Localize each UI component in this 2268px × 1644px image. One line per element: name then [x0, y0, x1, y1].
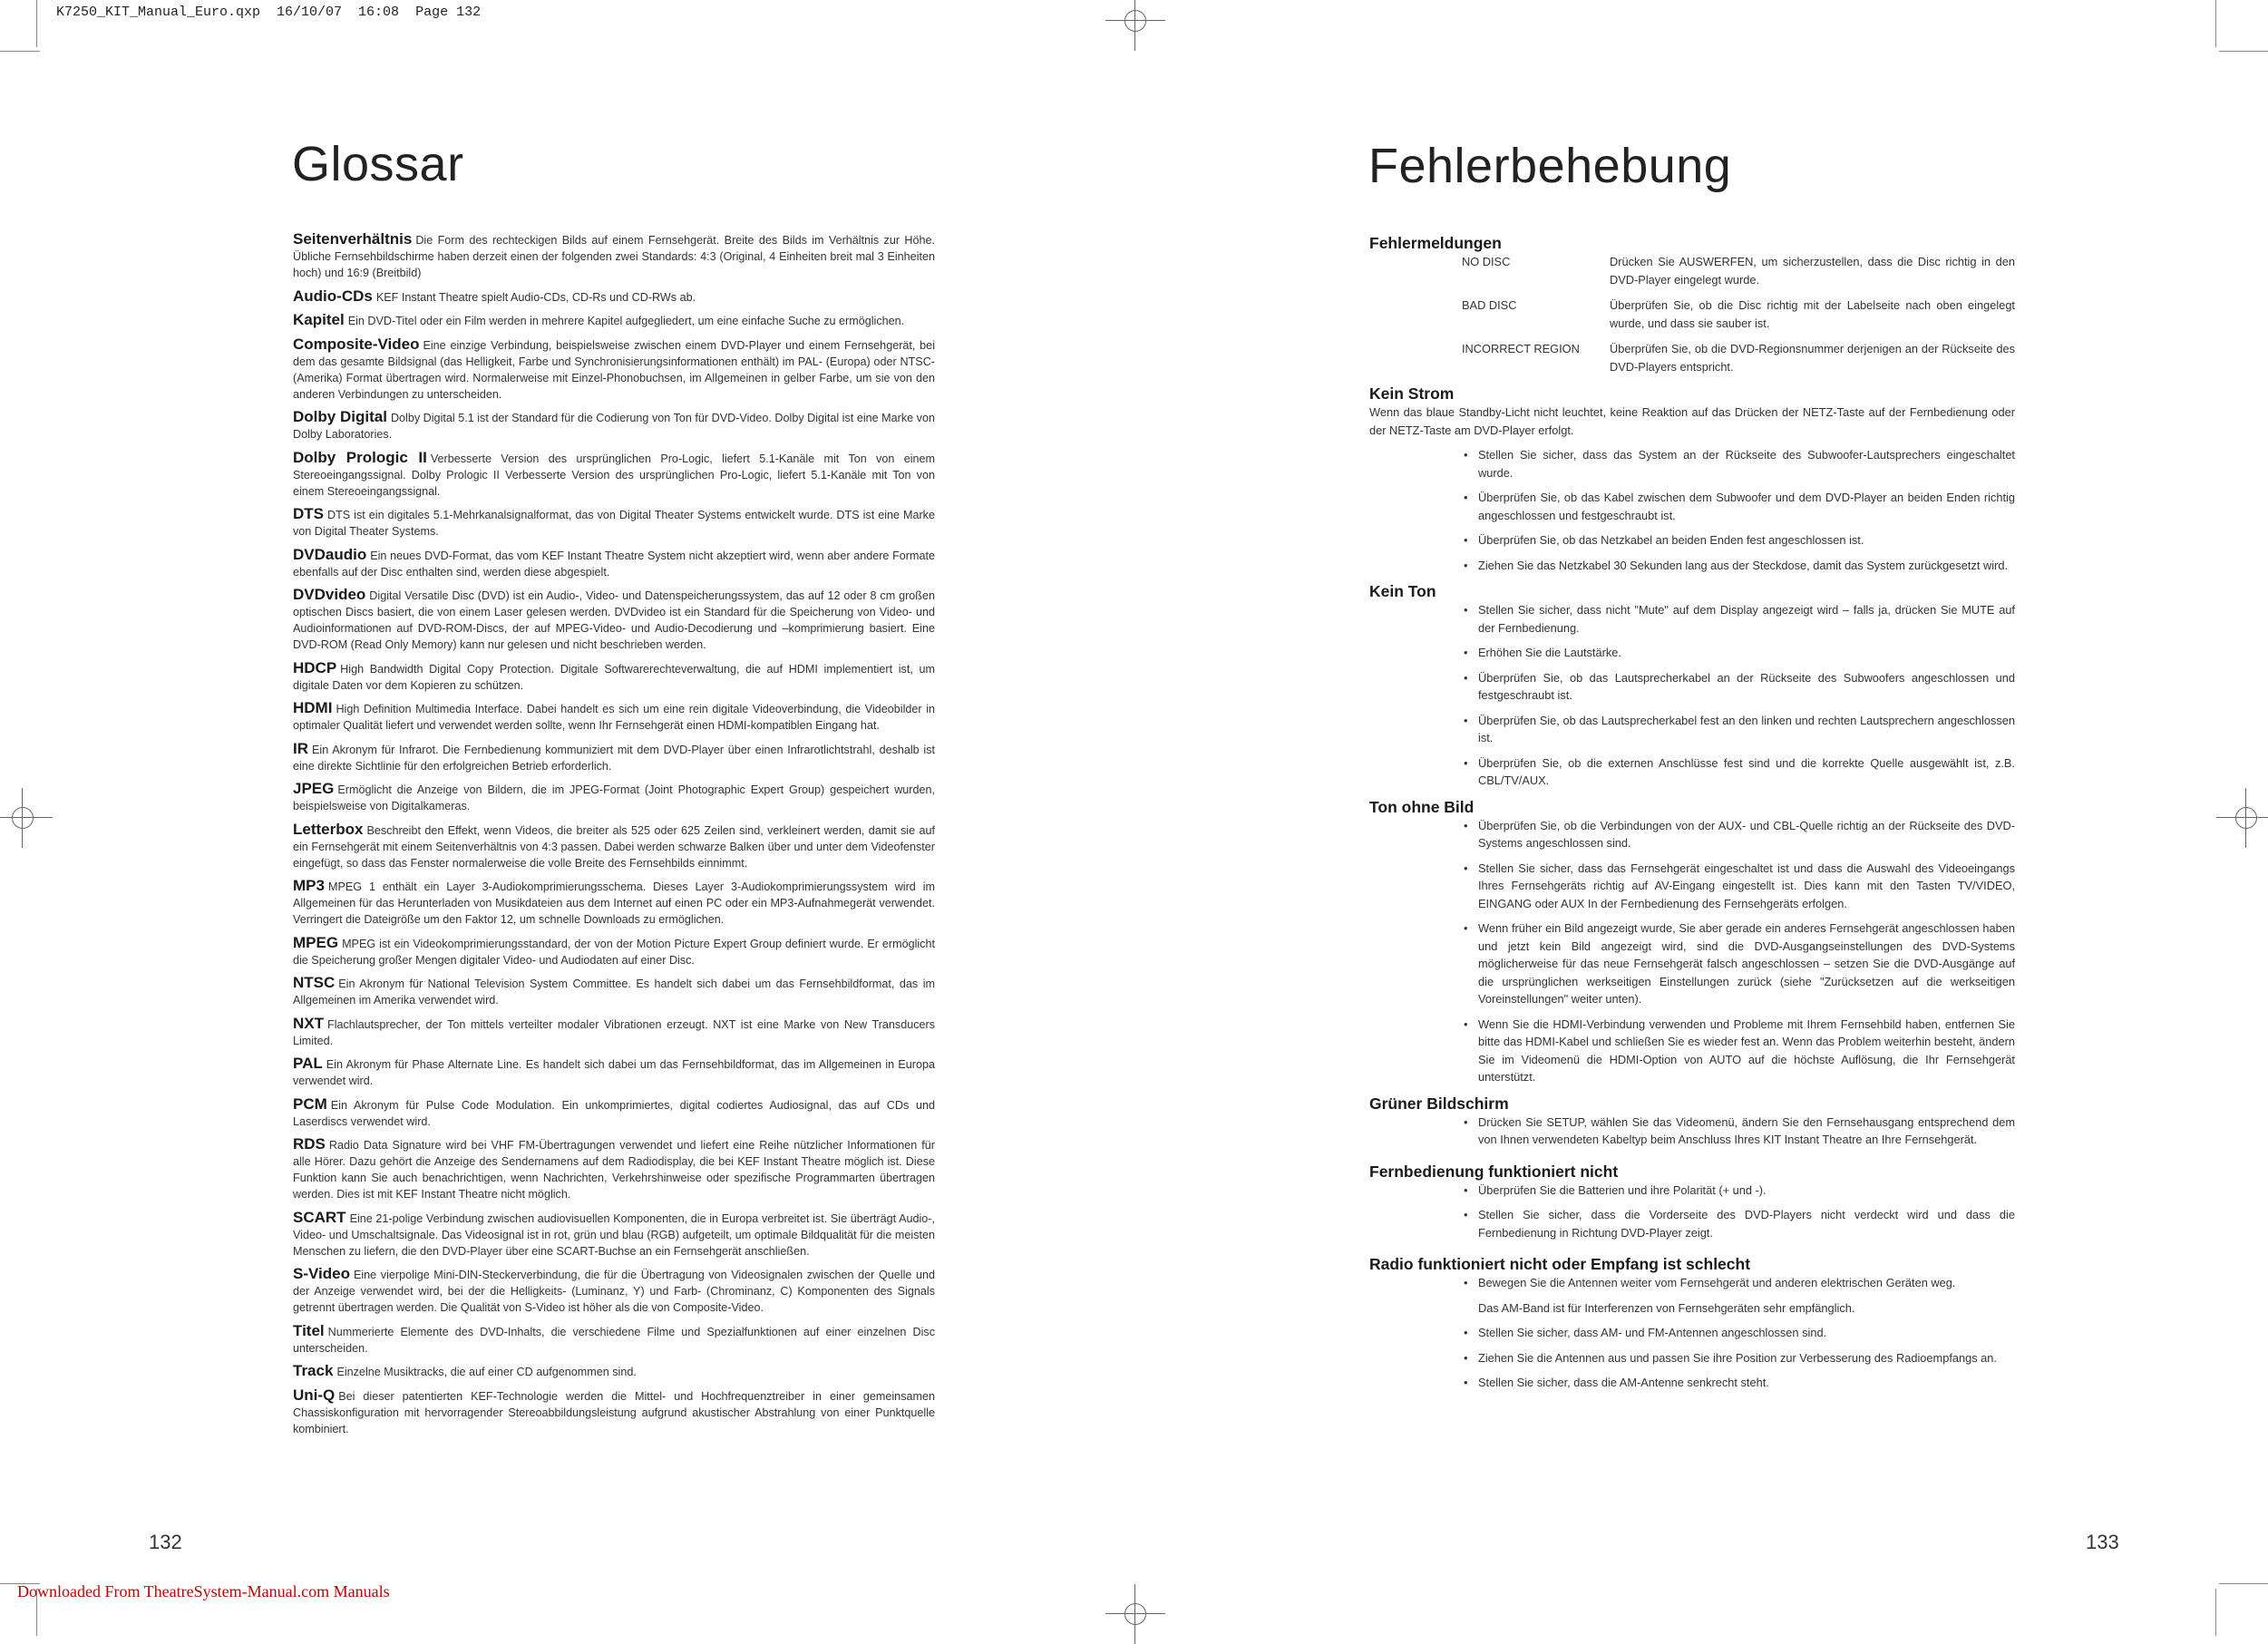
glossary-entry: [293, 288, 935, 306]
glossary-entry: [293, 1323, 935, 1357]
glossary-definition: Radio Data Signature wird bei VHF FM-Übertragungen verwendet und liefert eine Reihe nützlicher Informationen für alle Hörer. Dazu gehört die Anzeige des Sendernamens auf dem Radiodisplay, die bei KEF Instant Theatre möglich ist. Diese Funktion kann Sie auch benachrichtigen, wenn Nachrichten, Verkehrshinweise oder spezifische Programmarten übertragen werden. Dies ist mit KEF Instant Theatre nicht möglich.: [293, 1139, 935, 1201]
error-description: Überprüfen Sie, ob die DVD-Regionsnummer derjenigen an der Rückseite des DVD-Players entspricht.: [1610, 342, 2015, 374]
bullet-item: [1462, 446, 2015, 482]
bullet-marker: •: [1464, 533, 1468, 547]
glossary-definition: DTS ist ein digitales 5.1-Mehrkanalsignalformat, das von Digital Theater Systems entwickelt wurde. DTS ist eine Marke von Digital Theater Systems.: [293, 509, 935, 538]
glossary-definition: Ein Akronym für Pulse Code Modulation. Ein unkomprimiertes, digital codiertes Audiosignal, das auf CDs und Laserdiscs verwendet wird.: [293, 1098, 935, 1128]
glossary-entry: [293, 935, 935, 968]
bullet-text: Stellen Sie sicher, dass die AM-Antenne senkrecht steht.: [1478, 1376, 1769, 1389]
glossary-definition: Einzelne Musiktracks, die auf einer CD aufgenommen sind.: [336, 1366, 637, 1378]
bullet-text: Überprüfen Sie, ob die Verbindungen von der AUX- und CBL-Quelle richtig an der Rückseite des DVD-Systems angeschlossen sind.: [1478, 818, 2015, 850]
glossary-term: MP3: [293, 877, 325, 894]
glossary-entry: [293, 506, 935, 540]
bullet-marker: •: [1464, 558, 1468, 572]
bullet-text: Stellen Sie sicher, dass AM- und FM-Antennen angeschlossen sind.: [1478, 1326, 1827, 1339]
glossary-entry: [293, 975, 935, 1008]
glossary-entry: [293, 1136, 935, 1202]
section-heading: Radio funktioniert nicht oder Empfang ist schlecht: [1369, 1255, 1751, 1273]
crop-mark: [2215, 0, 2216, 47]
error-row: [1369, 253, 2015, 288]
glossary-term: SCART: [293, 1208, 346, 1226]
glossary-term: PAL: [293, 1055, 323, 1072]
glossary-term: MPEG: [293, 933, 339, 951]
glossary-entry: [293, 1363, 935, 1380]
troubleshooting-title: Fehlerbehebung: [1368, 139, 1732, 193]
bullet-list: [1369, 446, 2015, 574]
glossary-entry: [293, 660, 935, 694]
error-table: [1369, 253, 2015, 375]
bullet-text: Stellen Sie sicher, dass das Fernsehgerät eingeschaltet ist und dass die Auswahl des Videoeingangs Ihres Fernsehgeräts richtig auf AV-Eingang eingestellt ist. Dies kann mit den Tasten TV/VIDEO, EINGANG oder AUX In der Fernbedienung des Fernsehgeräts erfolgen.: [1478, 861, 2015, 910]
bullet-item: [1462, 860, 2015, 913]
glossary-definition: Verbesserte Version des ursprünglichen Pro-Logic, liefert 5.1-Kanäle mit Ton von einem Stereoeingangssignal. Dolby Prologic II Verbesserte Version des ursprünglichen Pro-Logic, liefert 5.1-Kanäle mit Ton von einem Stereoeingangssignal.: [293, 452, 935, 498]
glossary-definition: Ein DVD-Titel oder ein Film werden in mehrere Kapitel aufgegliedert, um eine einfache Suche zu ermöglichen.: [347, 315, 905, 327]
glossary-term: NTSC: [293, 974, 336, 991]
glossary-definition: Die Form des rechteckigen Bilds auf einem Fernsehgerät. Breite des Bilds im Verhältnis zur Höhe. Übliche Fernsehbildschirme haben derzeit einen der folgenden zwei Standards: 4:3 (Original, 4 Einheiten breit mal 3 Einheiten hoch) und 16:9 (Breitbild): [293, 234, 935, 279]
glossary-definition: Digital Versatile Disc (DVD) ist ein Audio-, Video- und Datenspeicherungssystem, das auf 12 oder 8 cm großen optischen Discs basiert, die von einem Laser gelesen werden. DVDvideo ist ein Standard für die Speicherung von Video- und Audioinformationen auf DVD-ROM-Discs, der auf MPEG-Video- und Audio-Decodierung und –komprimierung basiert. Eine DVD-ROM (Read Only Memory) kann nur gelesen und nicht beschrieben werden.: [293, 589, 935, 651]
glossary-term: HDMI: [293, 699, 333, 716]
glossary-entry: [293, 1055, 935, 1089]
bullet-text: Wenn Sie die HDMI-Verbindung verwenden und Probleme mit Ihrem Fernsehbild haben, entfernen Sie bitte das HDMI-Kabel und schließen Sie es wieder fest an. Wenn das Problem weiterhin besteht, ändern Sie im Videomenü die HDMI-Option von AUTO auf die höchste Auflösung, die Ihr Fernsehgerät unterstützt.: [1478, 1017, 2015, 1084]
bullet-text: Stellen Sie sicher, dass nicht "Mute" auf dem Display angezeigt wird – falls ja, drücken Sie MUTE auf der Fernbedienung.: [1478, 603, 2015, 635]
bullet-item: [1462, 1274, 2015, 1292]
glossary-entry: [293, 1016, 935, 1049]
glossary-definition: Beschreibt den Effekt, wenn Videos, die breiter als 525 oder 625 Zeilen sind, verkleinert werden, damit sie auf ein Fernsehgerät mit einem Seitenverhältnis von 4:3 passen. Dabei werden schwarze Balken über und unter dem Videofenster eingefügt, so dass das Fenster normalerweise die volle Breite des Fernsehbilds einnimmt.: [293, 823, 935, 870]
glossary-entry: [293, 822, 935, 871]
glossary-definition: Eine 21-polige Verbindung zwischen audiovisuellen Komponenten, die in Europa verbreitet ist. Sie überträgt Audio-, Video- und Umschaltsignale. Das Videosignal ist in rot, grün und blau (RGB) aufgeteilt, um optimale Bildqualität für die meisten Menschen zu liefern, die den DVD-Player über eine SCART-Buchse an ein Fernsehgerät anschließen.: [293, 1211, 935, 1258]
error-code: BAD DISC: [1462, 298, 1517, 312]
section-heading: Grüner Bildschirm: [1369, 1094, 1509, 1113]
bullet-text: Ziehen Sie das Netzkabel 30 Sekunden lang aus der Steckdose, damit das System zurückgesetzt wird.: [1478, 558, 2008, 572]
bullet-marker: •: [1464, 1276, 1468, 1289]
glossary-definition: Ein Akronym für Infrarot. Die Fernbedienung kommuniziert mit dem DVD-Player über einen Infrarotlichtstrahl, deshalb ist eine direkte Sichtlinie für den erfolgreichen Betrieb erforderlich.: [293, 743, 935, 773]
bullet-marker: •: [1464, 603, 1468, 617]
crop-mark: [2219, 51, 2268, 52]
troubleshooting-section: [1369, 1162, 2015, 1242]
glossary-definition: Eine einzige Verbindung, beispielsweise zwischen einem DVD-Player und einem Fernsehgerät, bei dem das gesamte Bildsignal (das Helligkeit, Farbe und Synchronisierungsinformationen enthält) im PAL- (Europa) oder NTSC- (Amerika) Format übertragen wird. Normalerweise mit Einzel-Phonobuchsen, im Allgemeinen in gelber Farbe, um sie von den anderen Verbindungen zu unterscheiden.: [293, 338, 935, 401]
glossary-definition: Ein Akronym für Phase Alternate Line. Es handelt sich dabei um das Fernsehbildformat, das im Allgemeinen in Europa verwendet wird.: [293, 1058, 935, 1087]
bullet-marker: •: [1464, 1182, 1468, 1197]
bullet-item: [1462, 1206, 2015, 1241]
bullet-marker: •: [1464, 670, 1468, 685]
glossary-entry: [293, 587, 935, 653]
bullet-item: [1462, 754, 2015, 790]
glossary-term: DVDaudio: [293, 545, 367, 563]
bullet-item: [1462, 1182, 2015, 1200]
section-heading: Kein Strom: [1369, 384, 1455, 403]
crop-mark: [0, 51, 40, 52]
bullet-marker: •: [1464, 1350, 1468, 1365]
bullet-text: Bewegen Sie die Antennen weiter vom Fernsehgerät und anderen elektrischen Geräten weg.: [1478, 1276, 1956, 1289]
footer-download-link[interactable]: Downloaded From TheatreSystem-Manual.com Manuals: [17, 1582, 390, 1600]
error-description: Drücken Sie AUSWERFEN, um sicherzustellen, dass die Disc richtig in den DVD-Player eingelegt wurde.: [1610, 255, 2015, 287]
registration-mark-right: [2235, 807, 2257, 829]
bullet-item: [1462, 669, 2015, 705]
bullet-marker: •: [1464, 713, 1468, 727]
glossary-term: DTS: [293, 505, 324, 522]
troubleshooting-section: [1369, 797, 2015, 1086]
bullet-marker: •: [1464, 1376, 1468, 1389]
glossary-definition: Ein neues DVD-Format, das vom KEF Instant Theatre System nicht akzeptiert wird, wenn aber andere Formate ebenfalls auf der Disc enthalten sind, werden diese abgespielt.: [293, 549, 935, 579]
page-number-left: 132: [149, 1531, 182, 1553]
bullet-text: Überprüfen Sie, ob das Lautsprecherkabel fest an den linken und rechten Lautsprechern angeschlossen ist.: [1478, 713, 2015, 744]
bullet-marker: •: [1464, 448, 1468, 462]
glossary-entry: [293, 409, 935, 443]
glossary-term: Dolby Digital: [293, 408, 387, 425]
glossary-term: Audio-CDs: [293, 287, 373, 305]
error-row: [1369, 297, 2015, 332]
bullet-list: [1369, 1114, 2015, 1149]
glossary-entry: [293, 878, 935, 928]
glossary-definition: MPEG 1 enthält ein Layer 3-Audiokomprimierungsschema. Dieses Layer 3-Audiokomprimierungssystem wird im Allgemeinen für das Herunterladen von Musikdateien aus dem Internet auf einen PC oder ein MP3-Aufnahmegerät verwendet. Verringert die Dateigröße um den Faktor 12, um schnelle Downloads zu ermöglichen.: [293, 880, 935, 926]
bullet-text: Überprüfen Sie, ob das Netzkabel an beiden Enden fest angeschlossen ist.: [1478, 533, 1864, 547]
bullet-marker: •: [1464, 1326, 1468, 1339]
bullet-marker: •: [1464, 921, 1468, 935]
glossary-definition: Eine vierpolige Mini-DIN-Steckerverbindung, die für die Übertragung von Videosignalen zwischen der Quelle und der Anzeige verwendet wird, bei der die Helligkeits- (Luminanz, Y) und Farb- (Chrominanz, C) Komponenten des Signals getrennt übertragen werden. Die Qualität von S-Video ist höher als die von Composite-Video.: [293, 1269, 935, 1314]
bullet-item: [1462, 644, 2015, 662]
glossary-term: Track: [293, 1362, 334, 1379]
glossary-definition: Ermöglicht die Anzeige von Bildern, die im JPEG-Format (Joint Photographic Expert Group) gespeichert wurden, beispielsweise von Digitalkameras.: [293, 783, 935, 812]
bullet-marker: •: [1464, 491, 1468, 504]
glossary-definition: Dolby Digital 5.1 ist der Standard für die Codierung von Ton für DVD-Video. Dolby Digital ist eine Marke von Dolby Laboratories.: [293, 412, 935, 441]
glossary-term: S-Video: [293, 1265, 350, 1282]
registration-mark-bottom: [1124, 1603, 1146, 1625]
glossary-entry: [293, 1266, 935, 1316]
glossary-list: [293, 231, 935, 1444]
glossary-term: NXT: [293, 1014, 324, 1032]
bullet-list: [1369, 1182, 2015, 1242]
glossary-entry: [293, 547, 935, 580]
error-code: INCORRECT REGION: [1462, 342, 1580, 355]
bullet-item: [1462, 1016, 2015, 1086]
glossary-term: JPEG: [293, 780, 335, 797]
glossary-entry: [293, 1210, 935, 1260]
glossary-term: PCM: [293, 1094, 327, 1113]
print-slug: K7250_KIT_Manual_Euro.qxp 16/10/07 16:08 Page 132: [56, 5, 482, 20]
bullet-item: [1462, 489, 2015, 524]
glossary-term: RDS: [293, 1135, 326, 1153]
bullet-text: Überprüfen Sie die Batterien und ihre Polarität (+ und -).: [1478, 1182, 1767, 1197]
glossary-definition: Nummerierte Elemente des DVD-Inhalts, die verschiedene Filme und Spezialfunktionen auf einer einzelnen Disc unterscheiden.: [293, 1325, 935, 1355]
bullet-item: [1462, 1349, 2015, 1367]
bullet-marker: •: [1464, 861, 1468, 875]
glossary-entry: [293, 450, 935, 500]
glossary-definition: Ein Akronym für National Television System Committee. Es handelt sich dabei um das Fernsehbildformat, das im Allgemeinen im Amerika verwendet wird.: [293, 978, 935, 1007]
page-number-right: 133: [2086, 1531, 2119, 1553]
glossary-definition: KEF Instant Theatre spielt Audio-CDs, CD-Rs und CD-RWs ab.: [375, 290, 696, 304]
bullet-text: Stellen Sie sicher, dass das System an der Rückseite des Subwoofer-Lautsprechers eingeschaltet wurde.: [1478, 448, 2015, 480]
bullet-text: Drücken Sie SETUP, wählen Sie das Videomenü, ändern Sie den Fernsehausgang entsprechend dem von Ihnen verwendeten Kabeltyp beim Anschluss Ihres KIT Instant Theatre an Ihre Fernsehgerät.: [1478, 1114, 2015, 1146]
troubleshooting-sections: [1369, 384, 2015, 1392]
glossary-definition: Flachlautsprecher, der Ton mittels verteilter modaler Vibrationen erzeugt. NXT ist eine Marke von New Transducers Limited.: [293, 1017, 935, 1047]
crop-mark: [2219, 1583, 2268, 1584]
bullet-item: [1462, 601, 2015, 637]
bullet-text: Stellen Sie sicher, dass die Vorderseite des DVD-Players nicht verdeckt wird und dass die Fernbedienung in Richtung DVD-Player zeigt.: [1478, 1208, 2015, 1240]
bullet-text: Überprüfen Sie, ob das Lautsprecherkabel an der Rückseite des Subwoofers angeschlossen und festgeschraubt ist.: [1478, 670, 2015, 702]
bullet-item: [1462, 712, 2015, 747]
bullet-marker: •: [1464, 755, 1468, 770]
troubleshooting-section: [1369, 581, 2015, 790]
glossary-term: Letterbox: [293, 820, 364, 838]
glossary-title: Glossar: [292, 137, 464, 191]
glossary-term: Composite-Video: [293, 335, 420, 353]
bullet-marker: •: [1464, 818, 1468, 832]
section-intro: Wenn das blaue Standby-Licht nicht leuchtet, keine Reaktion auf das Drücken der NETZ-Taste auf der Fernbedienung oder der NETZ-Taste am DVD-Player erfolgt.: [1369, 405, 2015, 437]
glossary-definition: High Bandwidth Digital Copy Protection. Digitale Softwarerechteverwaltung, die auf HDMI implementiert ist, um digitale Daten vor dem Kopieren zu schützen.: [293, 662, 935, 692]
bullet-item: [1462, 1324, 2015, 1342]
glossary-term: Dolby Prologic II: [293, 448, 427, 466]
glossary-entry: [293, 312, 935, 329]
glossary-definition: High Definition Multimedia Interface. Dabei handelt es sich um eine rein digitale Videoverbindung, die Videobilder in optimaler Qualität liefert und verwendet werden sollte, wenn Ihr Fernsehgerät einen HDMI-kompatiblen Eingang hat.: [293, 703, 935, 732]
error-code: NO DISC: [1462, 255, 1511, 268]
glossary-entry: [293, 741, 935, 774]
error-description: Überprüfen Sie, ob die Disc richtig mit der Labelseite nach oben eingelegt wurde, und dass sie sauber ist.: [1610, 298, 2015, 330]
troubleshooting-section: [1369, 1254, 2015, 1392]
glossary-term: Seitenverhältnis: [293, 230, 413, 248]
bullet-marker: •: [1464, 1114, 1468, 1129]
bullet-text: Überprüfen Sie, ob die externen Anschlüsse fest sind und die korrekte Quelle ausgewählt ist, z.B. CBL/TV/AUX.: [1478, 755, 2015, 787]
glossary-term: IR: [293, 739, 308, 757]
glossary-term: Kapitel: [293, 311, 345, 328]
glossary-definition: MPEG ist ein Videokomprimierungsstandard, der von der Motion Picture Expert Group definiert wurde. Er ermöglicht die Speicherung großer Mengen digitaler Video- und Audiodaten auf einer Disc.: [293, 937, 935, 967]
bullet-list: [1369, 601, 2015, 790]
error-row: [1369, 340, 2015, 375]
bullet-text: Überprüfen Sie, ob das Kabel zwischen dem Subwoofer und dem DVD-Player an beiden Enden richtig angeschlossen und festgeschraubt ist.: [1478, 491, 2015, 522]
glossary-entry: [293, 781, 935, 814]
bullet-list: [1369, 817, 2015, 1086]
glossary-entry: [293, 1387, 935, 1437]
bullet-item: [1462, 1114, 2015, 1149]
glossary-definition: Bei dieser patentierten KEF-Technologie werden die Mittel- und Hochfrequenztreiber in einer gemeinsamen Chassiskonfiguration mit hervorragender Stereoabbildungsleistung aufgrund akustischer Abstrahlung von einer Punktquelle kombiniert.: [293, 1389, 935, 1435]
crop-mark: [2215, 1589, 2216, 1636]
bullet-item: [1462, 817, 2015, 852]
bullet-list: [1369, 1274, 2015, 1292]
glossary-entry: [293, 1096, 935, 1130]
bullet-item: [1462, 557, 2015, 575]
glossary-entry: [293, 231, 935, 281]
bullet-text: Erhöhen Sie die Lautstärke.: [1478, 646, 1621, 659]
glossary-entry: [293, 336, 935, 403]
bullet-text: Wenn früher ein Bild angezeigt wurde, Sie aber gerade ein anderes Fernsehgerät angeschlossen haben und jetzt kein Bild angezeigt wird, sind die DVD-Ausgangseinstellungen des DVD-Systems möglicherweise für das neue Fernsehgerät falsch angeschlossen – setzen Sie die DVD-Ausgänge auf die ursprünglichen werkseitigen Einstellungen zurück (siehe "Zurücksetzen auf die werkseitigen Voreinstellungen" weiter unten).: [1478, 921, 2015, 1006]
glossary-term: Uni-Q: [293, 1386, 336, 1404]
section-heading: Kein Ton: [1369, 582, 1436, 600]
bullet-marker: •: [1464, 1017, 1468, 1031]
section-heading-error-messages: Fehlermeldungen: [1369, 234, 1502, 252]
bullet-marker: •: [1464, 1208, 1468, 1221]
section-heading: Ton ohne Bild: [1369, 797, 1475, 816]
glossary-term: HDCP: [293, 658, 337, 676]
bullet-item: [1462, 531, 2015, 550]
bullet-item: [1462, 1374, 2015, 1392]
section-note: Das AM-Band ist für Interferenzen von Fernsehgeräten sehr empfänglich.: [1478, 1300, 1855, 1315]
bullet-list: [1369, 1324, 2015, 1392]
bullet-text: Ziehen Sie die Antennen aus und passen Sie ihre Position zur Verbesserung des Radioempfangs an.: [1478, 1350, 1997, 1365]
bullet-item: [1462, 919, 2015, 1008]
registration-mark-left: [12, 807, 34, 829]
registration-mark-top: [1124, 10, 1146, 32]
glossary-term: DVDvideo: [293, 586, 366, 603]
section-heading: Fernbedienung funktioniert nicht: [1369, 1162, 1619, 1181]
troubleshooting-section: [1369, 1094, 2015, 1149]
crop-mark: [36, 0, 37, 47]
troubleshooting-section: [1369, 384, 2015, 574]
troubleshooting-content: [1369, 233, 2015, 1399]
glossary-term: Titel: [293, 1321, 325, 1339]
bullet-marker: •: [1464, 646, 1468, 659]
glossary-entry: [293, 700, 935, 734]
